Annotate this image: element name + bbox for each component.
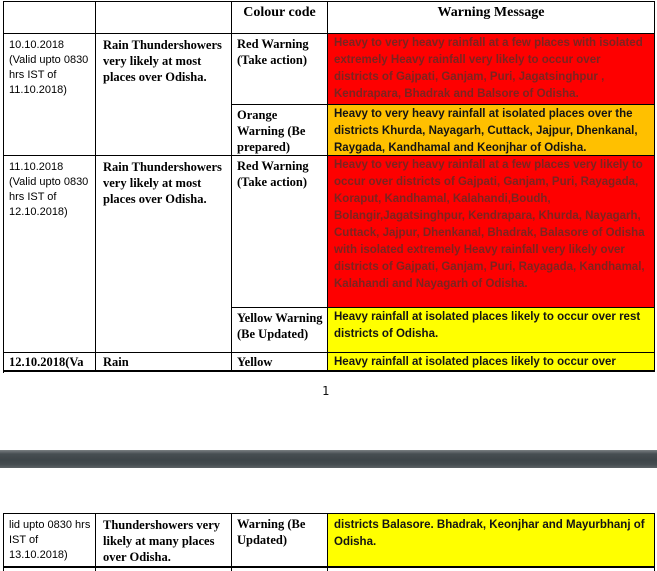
date-cell-row3: 12.10.2018(Va [4,353,96,372]
weather-cell-row3: Rain [96,353,232,372]
page-separator-bar [0,450,657,468]
colour-code-cell-row2-red: Red Warning (Take action) [232,156,328,308]
header-cell-empty-weather [96,2,232,34]
weather-cell-row2: Rain Thundershowers very likely at most places over Odisha. [96,156,232,353]
header-cell-colour-code: Colour code [232,2,328,34]
header-cell-empty-date [4,2,96,34]
colour-code-cell-row3: Yellow [232,353,328,372]
warning-message-cell-row1-orange: Heavy to very heavy rainfall at isolated places over the districts Khurda, Nayagarh, Cuttack, Jajpur, Dhenkanal, Raygada, Kandhamal and Keonjhar of Odisha. [328,105,655,156]
weather-cell-row1: Rain Thundershowers very likely at most places over Odisha. [96,34,232,156]
colour-code-cell-page2: Warning (Be Updated) [232,514,328,568]
warning-message-cell-row1-red: Heavy to very heavy rainfall at a few places with isolated extremely Heavy rainfall very likely to occur over districts of Gajpati, Ganjam, Puri, Jagatsinghpur , Kendrapara, Bhadrak and Balsore of Odisha. [328,34,655,105]
colour-code-cell-row2-yellow: Yellow Warning (Be Updated) [232,308,328,353]
colour-code-cell-row1-orange: Orange Warning (Be prepared) [232,105,328,156]
warning-table-page2 [3,513,655,571]
warning-message-cell-row2-red: Heavy to very heavy rainfall at a few places very likely to occur over districts of Gajpati, Ganjam, Puri, Rayagada, Koraput, Kandhamal, Kalahandi,Boudh, Bolangir,Jagatsinghpur, Kendrapara, Khurda, Nayagarh, Cuttack, Jajpur, Dhenkanal, Bhadrak, Balasore of Odisha with isolated extremely Heavy rainfall very likely over districts of Gajpati, Ganjam, Puri, Rayagada, Kandhamal, Kalahandi and Nayagarh of Odisha. [328,156,655,308]
header-cell-warning-message: Warning Message [328,2,655,34]
date-cell-row1: 10.10.2018 (Valid upto 0830 hrs IST of 11.10.2018) [4,34,96,156]
weather-cell-page2: Thundershowers very likely at many places over Odisha. [96,514,232,568]
warning-table-page1 [3,1,655,373]
warning-message-cell-row3: Heavy rainfall at isolated places likely to occur over [328,353,655,372]
warning-message-cell-page2: districts Balasore. Bhadrak, Keonjhar and Mayurbhanj of Odisha. [328,514,655,568]
colour-code-cell-row1-red: Red Warning (Take action) [232,34,328,105]
date-cell-page2: lid upto 0830 hrs IST of 13.10.2018) [4,514,96,568]
warning-message-cell-row2-yellow: Heavy rainfall at isolated places likely to occur over rest districts of Odisha. [328,308,655,353]
date-cell-row2: 11.10.2018 (Valid upto 0830 hrs IST of 12.10.2018) [4,156,96,353]
page-number: 1 [322,384,330,398]
